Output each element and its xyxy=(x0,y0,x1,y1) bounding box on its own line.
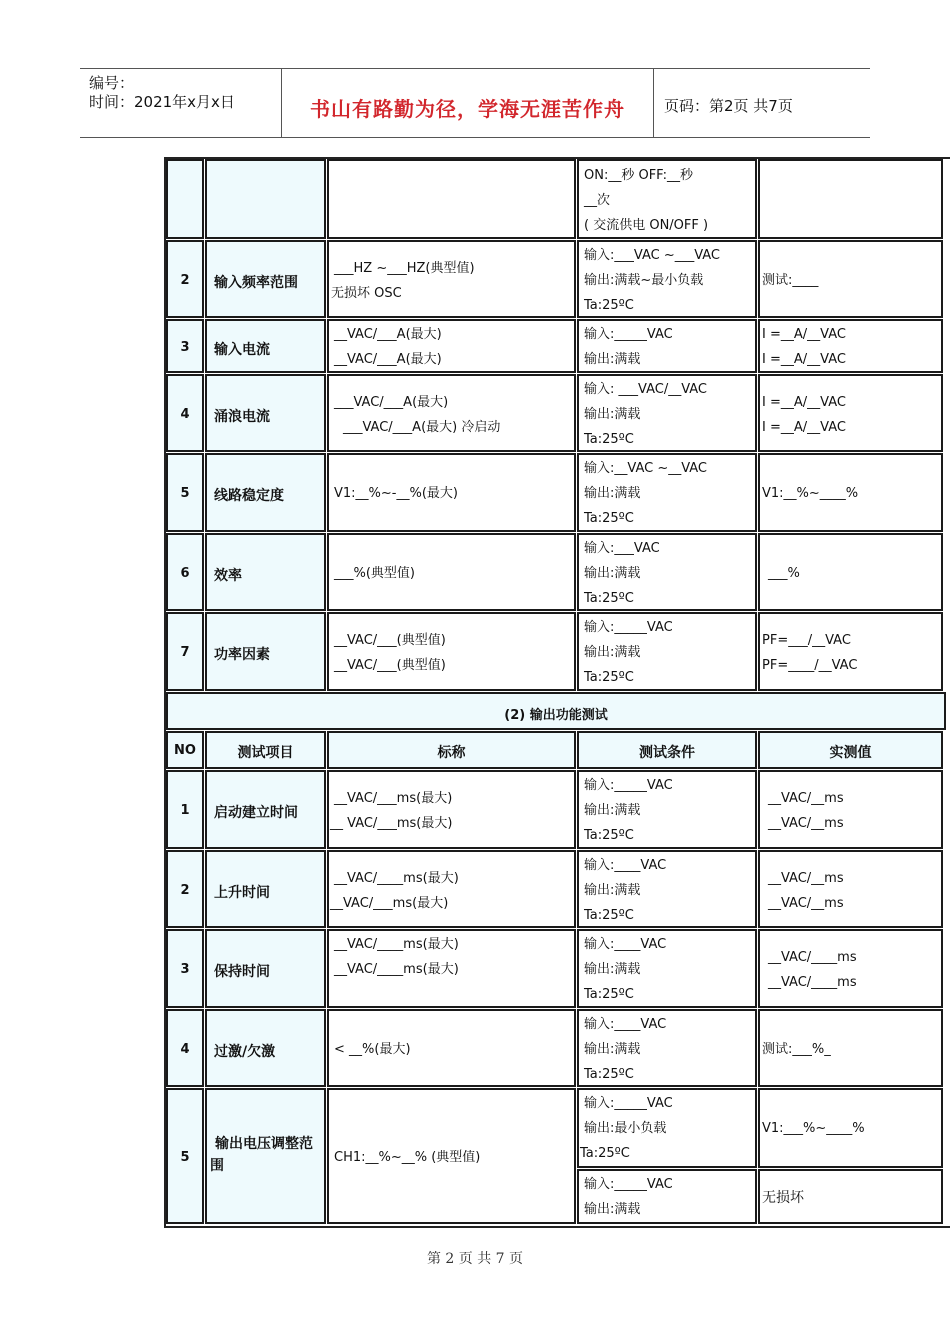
table-cell-item: 保持时间 xyxy=(205,929,326,1008)
table-cell-spec: ___VAC/___A(最大) ___VAC/___A(最大) 冷启动 xyxy=(327,374,576,452)
table-cell-item: 功率因素 xyxy=(205,612,326,691)
table-cell-measured: 测试:____ xyxy=(758,240,943,318)
table-cell-spec: __VAC/___A(最大) __VAC/___A(最大) xyxy=(327,319,576,373)
table-cell-item: 输入频率范围 xyxy=(205,240,326,318)
section-title: (2) 输出功能测试 xyxy=(504,708,608,723)
table-cell-no: 3 xyxy=(166,929,204,1008)
table-cell-condition: 输入:___VAC ~___VAC 输出:满载~最小负载 Ta:25ºC xyxy=(577,240,757,318)
table-cell-measured: V1:__%~____% xyxy=(758,453,943,532)
header-page-cell xyxy=(654,69,870,137)
page-footer: 第 2 页 共 7 页 xyxy=(426,1251,524,1267)
table-cell-no: 5 xyxy=(166,453,204,532)
table-cell-no: 1 xyxy=(166,770,204,849)
table-cell-spec: < __%(最大) xyxy=(327,1009,576,1087)
table-cell-measured xyxy=(758,159,943,239)
table-cell-condition: 输入:____VAC 输出:满载 Ta:25ºC xyxy=(577,1009,757,1087)
table-cell-spec: __VAC/____ms(最大) __VAC/___ms(最大) xyxy=(327,850,576,928)
document-header xyxy=(80,68,870,138)
table-cell-no: 6 xyxy=(166,533,204,611)
table-cell-condition: 输入:_____VAC 输出:最小负载 Ta:25ºC xyxy=(577,1088,757,1168)
table-cell-spec: ___HZ ~___HZ(典型值) 无损坏 OSC xyxy=(327,240,576,318)
page-info: 页码：第2页 共7页 xyxy=(664,97,793,115)
table-cell-item: 效率 xyxy=(205,533,326,611)
header-meta-cell xyxy=(80,69,282,137)
table-cell-measured: 测试:___%_ xyxy=(758,1009,943,1087)
table-cell-no: 5 xyxy=(166,1088,204,1224)
column-header-item: 测试项目 xyxy=(205,731,326,769)
table-cell-condition xyxy=(577,159,757,239)
table-cell-spec: __VAC/___(典型值) __VAC/___(典型值) xyxy=(327,612,576,691)
table-cell-item: 输入电流 xyxy=(205,319,326,373)
condition-line: __次 xyxy=(584,193,611,208)
table-cell-measured: __VAC/__ms __VAC/__ms xyxy=(758,850,943,928)
table-cell-condition: 输入:____VAC 输出:满载 Ta:25ºC xyxy=(577,929,757,1008)
table-cell-spec xyxy=(327,159,576,239)
table-cell-measured: __VAC/____ms __VAC/____ms xyxy=(758,929,943,1008)
table-cell-spec: ___%(典型值) xyxy=(327,533,576,611)
column-header-measured: 实测值 xyxy=(758,731,943,769)
table-cell-condition: 输入:___VAC 输出:满载 Ta:25ºC xyxy=(577,533,757,611)
table-cell-no xyxy=(166,159,204,239)
table-cell-item: 过激/欠激 xyxy=(205,1009,326,1087)
table-cell-spec: __VAC/____ms(最大) __VAC/____ms(最大) xyxy=(327,929,576,1008)
table-cell-no: 4 xyxy=(166,374,204,452)
table-cell-spec: __VAC/___ms(最大) __ VAC/___ms(最大) xyxy=(327,770,576,849)
condition-line: ( 交流供电 ON/OFF ) xyxy=(584,218,709,233)
table-cell-item: 涌浪电流 xyxy=(205,374,326,452)
table-cell-item: 上升时间 xyxy=(205,850,326,928)
column-header-condition: 测试条件 xyxy=(577,731,757,769)
table-cell-condition: 输入:_____VAC 输出:满载 xyxy=(577,319,757,373)
table-cell-measured: V1:___%~____% xyxy=(758,1088,943,1168)
table-cell-no: 4 xyxy=(166,1009,204,1087)
table-cell-no: 3 xyxy=(166,319,204,373)
table-cell-item: 线路稳定度 xyxy=(205,453,326,532)
table-cell-condition: 输入:_____VAC 输出:满载 Ta:25ºC xyxy=(577,770,757,849)
table-cell-condition: 输入:_____VAC 输出:满载 Ta:25ºC xyxy=(577,612,757,691)
header-motto-cell xyxy=(282,69,654,137)
table-cell-measured: I =__A/__VAC I =__A/__VAC xyxy=(758,319,943,373)
table-cell-condition: 输入:____VAC 输出:满载 Ta:25ºC xyxy=(577,850,757,928)
table-cell-measured: __VAC/__ms __VAC/__ms xyxy=(758,770,943,849)
table-cell-spec: V1:__%~-__%(最大) xyxy=(327,453,576,532)
table-cell-no: 2 xyxy=(166,240,204,318)
table-cell-measured: PF=___/__VAC PF=____/__VAC xyxy=(758,612,943,691)
serial-label: 编号： xyxy=(89,74,135,92)
table-cell-no: 7 xyxy=(166,612,204,691)
table-cell-measured: ___% xyxy=(758,533,943,611)
condition-line: ON:__秒 OFF:__秒 xyxy=(584,168,694,183)
table-cell-condition: 输入: ___VAC/__VAC 输出:满载 Ta:25ºC xyxy=(577,374,757,452)
table-cell-item xyxy=(205,159,326,239)
section-title-row xyxy=(166,692,946,730)
motto: 书山有路勤为径，学海无涯苦作舟 xyxy=(310,97,625,121)
table-cell-item: 输出电压调整范围 xyxy=(205,1088,326,1224)
table-cell-item: 启动建立时间 xyxy=(205,770,326,849)
table-cell-measured: I =__A/__VAC I =__A/__VAC xyxy=(758,374,943,452)
table-cell-measured: 无损坏 xyxy=(758,1169,943,1224)
date-line: 时间：2021年x月x日 xyxy=(89,93,235,111)
column-header-spec: 标称 xyxy=(327,731,576,769)
table-cell-condition: 输入:__VAC ~__VAC 输出:满载 Ta:25ºC xyxy=(577,453,757,532)
column-header-no: NO xyxy=(166,731,204,769)
table-cell-condition: 输入:_____VAC 输出:满载 xyxy=(577,1169,757,1224)
table-cell-spec: CH1:__%~__% (典型值) xyxy=(327,1088,576,1224)
table-cell-no: 2 xyxy=(166,850,204,928)
